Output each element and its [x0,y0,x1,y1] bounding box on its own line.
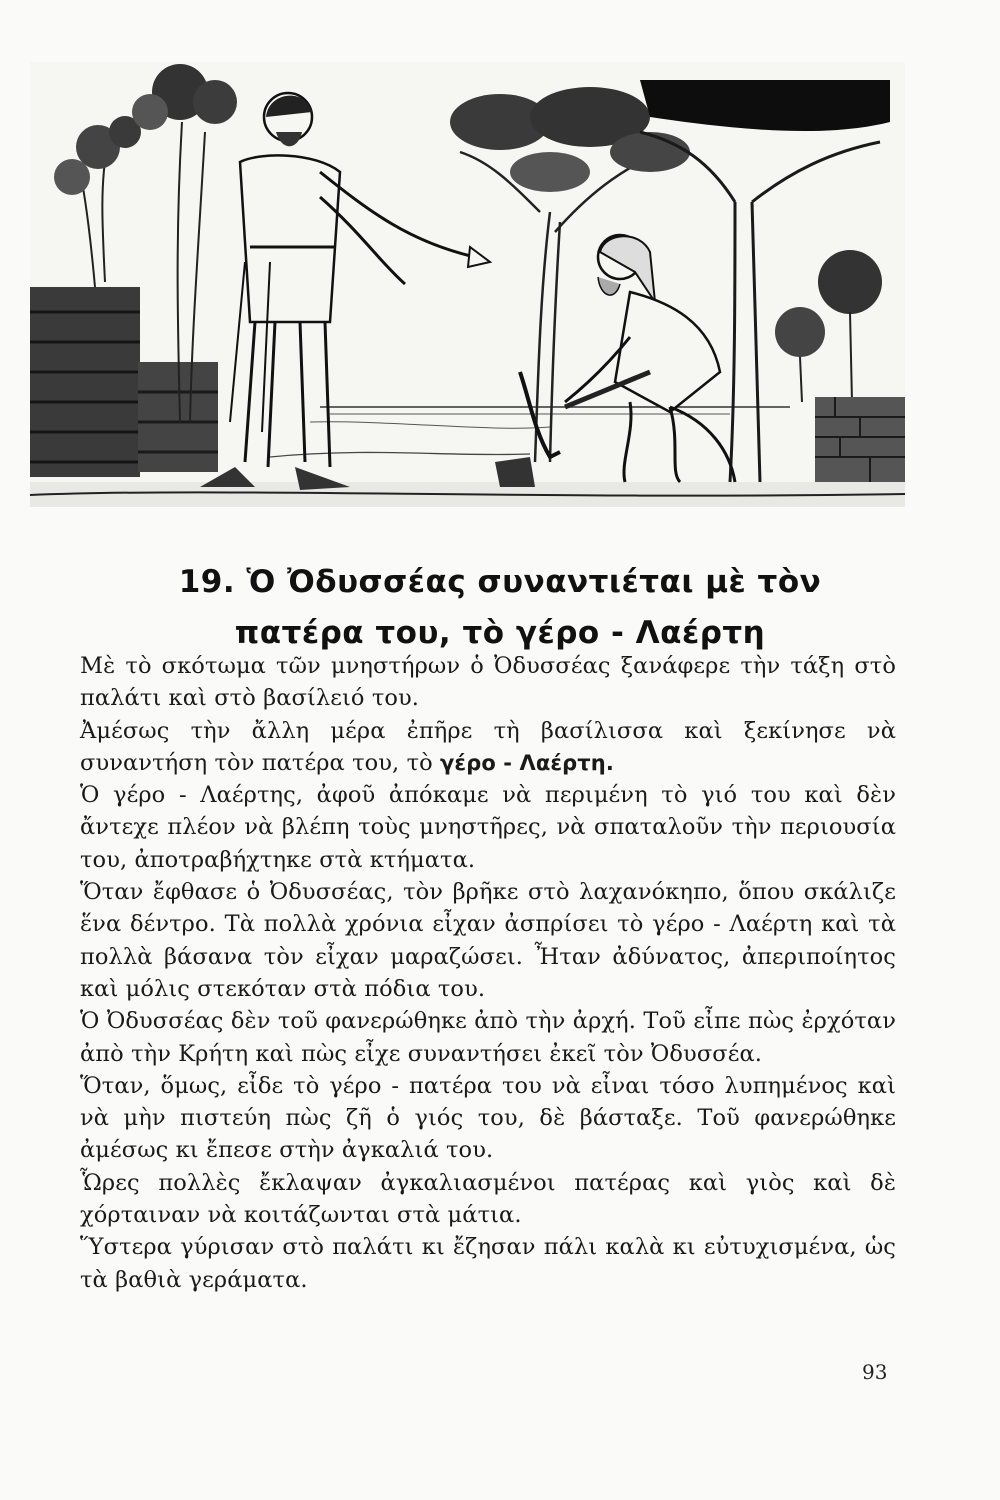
chapter-title-line-1: 19. Ὁ Ὀδυσσέας συναντιέται μὲ τὸν [178,563,822,600]
paragraph: Ὁ Ὀδυσσέας δὲν τοῦ φανερώθηκε ἀπὸ τὴν ἀρχή. Τοῦ εἶπε πὼς ἐρχόταν ἀπὸ τὴν Κρήτη καὶ πὼς εἶχε συναντήσει ἐκεῖ τὸν Ὀδυσσέα. [80,1008,896,1067]
laertes-figure [495,235,735,487]
paragraph: Ἀμέσως τὴν ἄλλη μέρα ἐπῆρε τὴ βασίλισσα καὶ ξεκίνησε νὰ συναντήση τὸν πατέρα του, τὸ γέρο - Λαέρτη. [80,717,896,776]
chapter-title [110,557,890,659]
right-stone-wall [815,397,905,482]
left-stone-wall [30,287,218,477]
paragraph: Ὧρες πολλὲς ἔκλαψαν ἀγκαλιασμένοι πατέρας καὶ γιὸς καὶ δὲ χόρταιναν νὰ κοιτάζωνται στὰ μάτια. [80,1169,896,1229]
paragraph: Ὕστερα γύρισαν στὸ παλάτι κι ἔζησαν πάλι καλὰ κι εὐτυχισμένα, ὡς τὰ βαθιὰ γεράματα. [80,1234,896,1293]
chapter-title-line-2: πατέρα του, τὸ γέρο - Λαέρτη [234,614,766,651]
odysseus-laertes-illustration [30,62,905,507]
emphasized-name: γέρο - Λαέρτη. [440,750,614,775]
paragraph: Ὁ γέρο - Λαέρτης, ἀφοῦ ἀπόκαμε νὰ περιμένη τὸ γιό του καὶ δὲν ἄντεχε πλέον νὰ βλέπη τοὺς μνηστῆρες, νὰ σπαταλοῦν τὴν περιουσία του, ἀποτραβήχτηκε στὰ κτήματα. [80,782,896,873]
paragraph: Ὅταν ἔφθασε ὁ Ὀδυσσέας, τὸν βρῆκε στὸ λαχανόκηπο, ὅπου σκάλιζε ἕνα δέντρο. Τὰ πολλὰ χρόνια εἶχαν ἀσπρίσει τὸ γέρο - Λαέρτη καὶ τὰ πολλὰ βάσανα τὸν εἶχαν μαραζώσει. Ἦταν ἀδύνατος, ἀπεριποίητος καὶ μόλις στεκόταν στὰ πόδια του. [80,879,896,1002]
chapter-body [80,650,896,1296]
odysseus-figure [200,93,490,490]
page-number: 93 [862,1360,888,1384]
paragraph: Μὲ τὸ σκότωμα τῶν μνηστήρων ὁ Ὀδυσσέας ξανάφερε τὴν τάξη στὸ παλάτι καὶ στὸ βασίλειό του. [80,653,896,712]
paragraph: Ὅταν, ὅμως, εἶδε τὸ γέρο - πατέρα του νὰ εἶναι τόσο λυπημένος καὶ νὰ μὴν πιστεύη πὼς ζῆ ὁ γιός του, δὲ βάσταξε. Τοῦ φανερώθηκε ἀμέσως κι ἔπεσε στὴν ἀγκαλιά του. [80,1072,896,1164]
